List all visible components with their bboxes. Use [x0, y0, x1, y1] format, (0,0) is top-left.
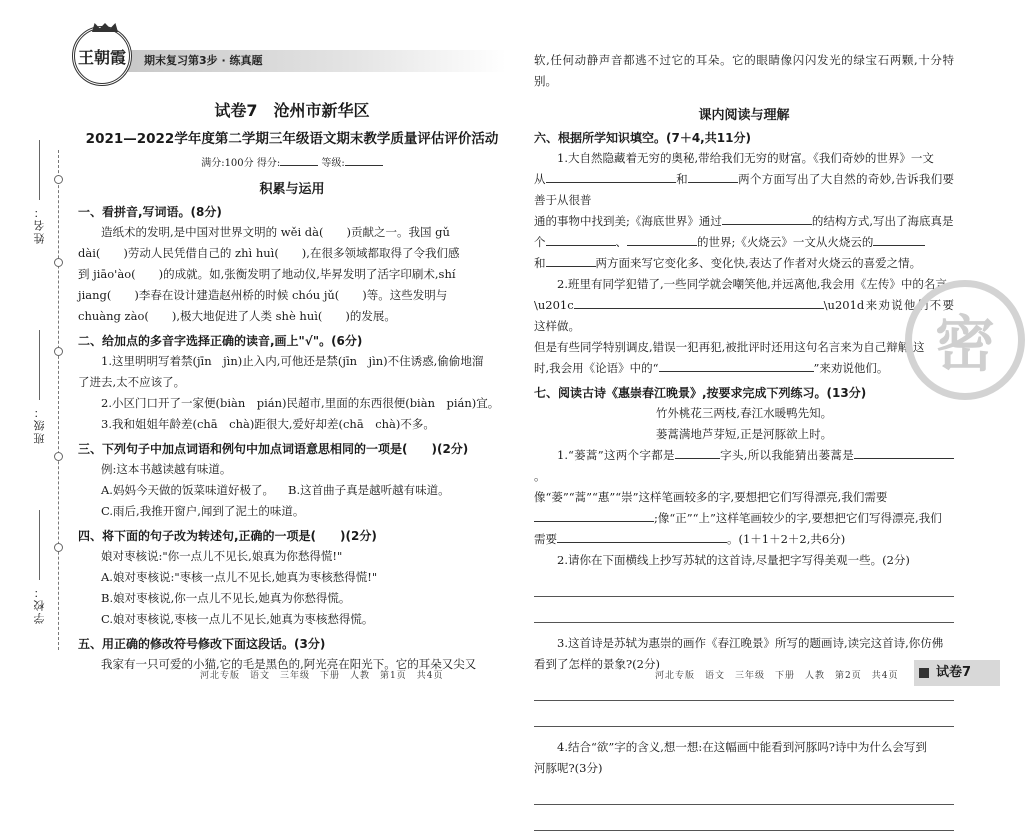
writing-line[interactable] — [534, 571, 954, 597]
q5-passage-continued: 软,任何动静声音都逃不过它的耳朵。它的眼睛像闪闪发光的绿宝石两颗,十分特别。 — [534, 53, 954, 88]
q3-example: 例:这本书越读越有味道。 — [101, 462, 232, 476]
question-6-heading: 六、根据所学知识填空。(7＋4,共11分) — [534, 131, 751, 145]
answer-blank[interactable] — [659, 371, 814, 372]
right-page-footer: 河北专版 语文 三年级 下册 人教 第2页 共4页 — [655, 671, 899, 681]
q3-option-b[interactable]: B.这首曲子真是越听越有味道。 — [288, 483, 450, 497]
q6-line: 个 、 的世界;《火烧云》一文从火烧云的 — [534, 232, 954, 253]
answer-blank[interactable] — [546, 266, 596, 267]
answer-blank[interactable] — [854, 458, 954, 459]
poem-line: 蒌蒿满地芦芽短,正是河豚欲上时。 — [655, 427, 833, 441]
q1-line: 到 jiāo'ào( )的成就。如,张衡发明了地动仪,毕昇发明了活字印刷术,shí — [78, 267, 456, 281]
writing-line[interactable] — [534, 805, 954, 831]
class-label: 班级： — [33, 405, 46, 444]
q1-line: 造纸术的发明,是中国对世界文明的 wěi dà( )贡献之一。我国 gǔ — [101, 225, 450, 239]
q2-line: 1.这里明明写着禁(jīn jìn)止入内,可他还是禁(jīn jìn)不住诱惑,偷偷地溜 — [101, 354, 484, 368]
q2-line: 2.小区门口开了一家便(biàn pián)民超市,里面的东西很便(biàn pián)宜。 — [101, 396, 500, 410]
school-label: 学校： — [33, 585, 46, 624]
right-page — [534, 50, 954, 831]
answer-blank[interactable] — [574, 308, 824, 309]
writing-line[interactable] — [534, 779, 954, 805]
binding-hole — [54, 347, 63, 356]
score-line — [78, 154, 506, 169]
question-3-heading: 三、下列句子中加点词语和例句中加点词语意思相同的一项是( )(2分) — [78, 442, 469, 456]
q7-line: 4.结合“欲”字的含义,想一想:在这幅画中能看到河豚吗?诗中为什么会写到 — [557, 740, 927, 754]
q6-line: 时,我会用《论语》中的“ ”来劝说他们。 — [534, 361, 889, 375]
question-7-heading: 七、阅读古诗《惠崇春江晚景》,按要求完成下列练习。(13分) — [534, 386, 867, 400]
grade-label: 等级: — [321, 158, 345, 169]
q7-line: 3.这首诗是苏轼为惠崇的画作《春江晚景》所写的题画诗,读完这首诗,你仿佛 — [557, 636, 944, 650]
exam-subtitle: 2021—2022学年度第二学期三年级语文期末教学质量评估评价活动 — [85, 131, 499, 147]
q2-line: 3.我和姐姐年龄差(chā chà)距很大,爱好却差(chā chà)不多。 — [101, 417, 435, 431]
watermark-stamp — [905, 280, 1025, 400]
answer-blank[interactable] — [722, 224, 812, 225]
q4-stem: 娘对枣核说:"你一点儿不见长,娘真为你愁得慌!" — [101, 549, 343, 563]
answer-blank[interactable] — [688, 182, 738, 183]
left-page-footer: 河北专版 语文 三年级 下册 人教 第1页 共4页 — [200, 671, 444, 681]
q4-option-b[interactable]: B.娘对枣核说,你一点儿不见长,她真为你愁得慌。 — [101, 591, 351, 605]
q4-option-c[interactable]: C.娘对枣核说,枣核一点儿不见长,她真为枣核愁得慌。 — [101, 612, 374, 626]
q6-line: 1.大自然隐藏着无穷的奥秘,带给我们无穷的财富。《我们奇妙的世界》一文 — [557, 151, 934, 165]
q7-line: 像“蒌”“蒿”“惠”“崇”这样笔画较多的字,要想把它们写得漂亮,我们需要 — [534, 490, 888, 504]
q1-line: dài( )劳动人民凭借自己的 zhì huì( ),在很多领域都取得了令我们感 — [78, 246, 460, 260]
q6-line: 2.班里有同学犯错了,一些同学就会嘲笑他,并远离他,我会用《左传》中的名言 — [557, 277, 947, 291]
logo-text: 王朝霞 — [77, 47, 126, 67]
answer-blank[interactable] — [546, 182, 676, 183]
square-icon — [919, 668, 929, 678]
crown-icon — [92, 23, 118, 32]
school-blank-line — [39, 510, 40, 580]
answer-blank[interactable] — [534, 521, 654, 522]
q1-line: jiang( )李春在设计建造赵州桥的时候 chóu jǔ( )等。这些发明与 — [78, 288, 448, 302]
q5-passage: 我家有一只可爱的小猫,它的毛是黑色的,阿光亮在阳光下。它的耳朵又尖又 — [101, 657, 477, 671]
q7-line: 1.“蒌蒿”这两个字都是 字头,所以我能猜出蒌蒿是。 — [534, 445, 954, 487]
q6-line: 通的事物中找到美;《海底世界》通过 的结构方式,写出了海底真是 — [534, 214, 954, 228]
binding-strip — [0, 0, 76, 708]
q3-option-a[interactable]: A.妈妈今天做的饭菜味道好极了。 — [101, 483, 274, 497]
exam-number-label: 试卷7 — [936, 665, 972, 680]
q7-line: ;像“正”“上”这样笔画较少的字,要想把它们写得漂亮,我们 — [534, 508, 954, 529]
full-score: 满分:100分 — [201, 158, 254, 169]
left-page — [78, 98, 506, 675]
q7-line: 看到了怎样的景象?(2分) — [534, 657, 660, 671]
grade-blank[interactable] — [345, 165, 383, 166]
answer-blank[interactable] — [546, 245, 616, 246]
section-heading: 课内阅读与理解 — [698, 108, 790, 123]
q7-line: 2.请你在下面横线上抄写苏轼的这首诗,尽量把字写得美观一些。(2分) — [557, 553, 910, 567]
poem-line: 竹外桃花三两枝,春江水暖鸭先知。 — [655, 406, 833, 420]
answer-blank[interactable] — [873, 245, 925, 246]
q4-option-a[interactable]: A.娘对枣核说:"枣核一点儿不见长,她真为枣核愁得慌!" — [101, 570, 378, 584]
q7-line: 河豚呢?(3分) — [534, 761, 603, 775]
binding-hole — [54, 175, 63, 184]
q1-line: chuàng zào( ),极大地促进了人类 shè huì( )的发展。 — [78, 309, 396, 323]
class-blank-line — [39, 330, 40, 400]
q2-line: 了进去,太不应该了。 — [78, 375, 186, 389]
question-5-heading: 五、用正确的修改符号修改下面这段话。(3分) — [78, 637, 326, 651]
binding-dashed-line — [58, 150, 59, 650]
q6-line: 和 两方面来写它变化多、变化快,表达了作者对火烧云的喜爱之情。 — [534, 256, 922, 270]
score-blank[interactable] — [280, 165, 318, 166]
section-heading: 积累与运用 — [259, 182, 325, 197]
writing-line[interactable] — [534, 597, 954, 623]
name-blank-line — [39, 140, 40, 200]
writing-line[interactable] — [534, 701, 954, 727]
watermark-text: 密 — [935, 310, 995, 380]
q6-line: \u201c \u201d来劝说他们不要这样做。 — [534, 298, 954, 333]
score-get-label: 得分: — [256, 158, 281, 169]
q7-line: 需要 。(1＋1＋2＋2,共6分) — [534, 532, 846, 546]
answer-blank[interactable] — [557, 542, 727, 543]
q6-line: 但是有些同学特别调皮,错误一犯再犯,被批评时还用这句名言来为自己辩解,这 — [534, 340, 925, 354]
q3-option-c[interactable]: C.雨后,我推开窗户,闻到了泥土的味道。 — [101, 504, 305, 518]
binding-hole — [54, 543, 63, 552]
exam-number-tab — [914, 660, 1000, 686]
question-1-heading: 一、看拼音,写词语。(8分) — [78, 205, 222, 219]
answer-blank[interactable] — [675, 458, 720, 459]
question-4-heading: 四、将下面的句子改为转述句,正确的一项是( )(2分) — [78, 529, 377, 543]
exam-title: 试卷7 沧州市新华区 — [214, 101, 370, 120]
q6-line: 从 和 两个方面写出了大自然的奇妙,告诉我们要善于从很普 — [534, 172, 955, 207]
name-label: 姓名： — [33, 205, 46, 244]
header-banner: 期末复习第3步 · 练真题 — [126, 50, 506, 72]
question-2-heading: 二、给加点的多音字选择正确的读音,画上"√"。(6分) — [78, 334, 363, 348]
binding-hole — [54, 452, 63, 461]
answer-blank[interactable] — [627, 245, 697, 246]
binding-hole — [54, 258, 63, 267]
brand-logo — [72, 26, 132, 86]
